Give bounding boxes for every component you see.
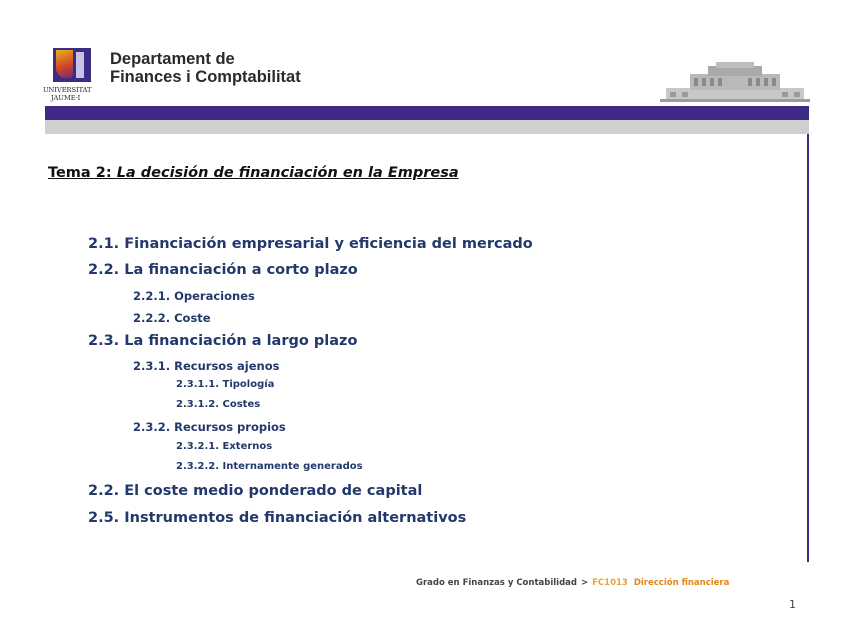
page-number: 1 <box>789 598 796 611</box>
slide-title-prefix: Tema 2: <box>48 165 117 181</box>
toc-item-2-3-1-2: 2.3.1.2. Costes <box>176 399 261 410</box>
building-image <box>660 62 810 102</box>
toc-item-2-3: 2.3. La financiación a largo plazo <box>88 333 358 349</box>
header-bar-gray <box>45 120 809 134</box>
right-divider <box>807 134 809 562</box>
department-line2: Finances i Comptabilitat <box>110 68 301 86</box>
toc-item-2-3-1-1: 2.3.1.1. Tipología <box>176 379 275 390</box>
toc-item-2-5: 2.5. Instrumentos de financiación alternativos <box>88 510 467 526</box>
header-bar-purple <box>45 106 809 120</box>
university-logo <box>43 46 99 108</box>
toc-item-2-2-1: 2.2.1. Operaciones <box>133 289 255 303</box>
slide-title <box>48 165 459 181</box>
toc-item-2-2-b: 2.2. El coste medio ponderado de capital <box>88 483 423 499</box>
logo-caption <box>43 86 99 102</box>
toc-item-2-1: 2.1. Financiación empresarial y eficiencia del mercado <box>88 236 533 252</box>
footer-separator: > <box>580 578 589 588</box>
logo-i-shape <box>76 52 84 78</box>
toc-item-2-3-1: 2.3.1. Recursos ajenos <box>133 359 280 373</box>
footer-degree: Grado en Finanzas y Contabilidad <box>416 578 577 588</box>
logo-caption-line1: UNIVERSITAT <box>43 86 92 94</box>
footer <box>416 578 729 588</box>
slide-title-topic: La decisión de financiación en la Empresa <box>116 165 459 181</box>
toc-item-2-3-2-2: 2.3.2.2. Internamente generados <box>176 461 363 472</box>
toc-item-2-3-2-1: 2.3.2.1. Externos <box>176 441 273 452</box>
logo-caption-line2: JAUME·I <box>51 94 81 102</box>
department-name <box>110 50 301 86</box>
department-line1: Departament de <box>110 50 235 68</box>
logo-j-shape <box>56 50 73 78</box>
toc-item-2-3-2: 2.3.2. Recursos propios <box>133 420 286 434</box>
footer-course-name: Dirección financiera <box>633 578 730 588</box>
toc-item-2-2: 2.2. La financiación a corto plazo <box>88 262 358 278</box>
toc-item-2-2-2: 2.2.2. Coste <box>133 311 211 325</box>
footer-course-code: FC1013 <box>592 578 628 588</box>
